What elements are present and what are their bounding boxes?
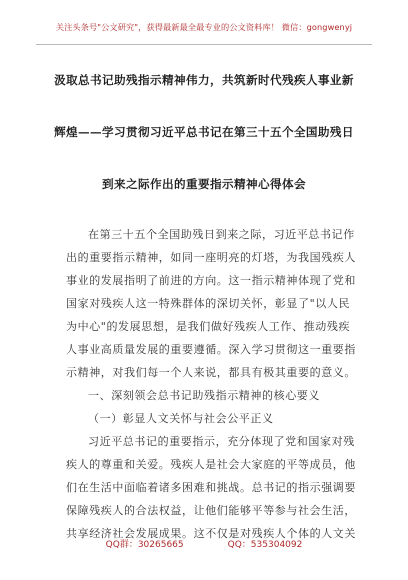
- footer-qq-group: QQ群：30265665: [105, 540, 184, 550]
- body-line: 们在生活中面临着诸多困难和挑战。总书记的指示强调要: [66, 481, 356, 494]
- footer-qq: QQ：535304092: [227, 540, 303, 550]
- header-divider: [36, 44, 372, 45]
- body-line: 出的重要指示精神，如同一座明亮的灯塔，为我国残疾人: [66, 251, 356, 264]
- body-line: 示精神，对我们每一个人来说，都具有极其重要的意义。: [66, 366, 356, 379]
- body-line: 为中心"的发展思想，是我们做好残疾人工作、推动残疾: [66, 320, 351, 333]
- body-line: 事业的发展指明了前进的方向。这一指示精神体现了党和: [66, 274, 356, 287]
- body-line: 保障残疾人的合法权益，让他们能够平等参与社会生活，: [66, 504, 356, 517]
- body-line: 人事业高质量发展的重要遵循。深入学习贯彻这一重要指: [66, 343, 356, 356]
- body-line: 习近平总书记的重要指示，充分体现了党和国家对残: [88, 435, 355, 448]
- header-note: 关注头条号"公文研究"，获得最新最全最专业的公文资料库！ 微信：gongwenyj: [55, 22, 353, 32]
- body-line: 共享经济社会发展成果。这不仅是对残疾人个体的人文关: [66, 527, 356, 540]
- footer-contact: [0, 537, 408, 550]
- body-line: 疾人的尊重和关爱。残疾人是社会大家庭的平等成员，他: [66, 458, 356, 471]
- document-title-line-2: 辉煌——学习贯彻习近平总书记在第三十五个全国助残日: [54, 125, 354, 139]
- body-line: 在第三十五个全国助残日到来之际，习近平总书记作: [88, 228, 355, 241]
- section-heading: 一、深刻领会总书记助残指示精神的核心要义: [88, 389, 320, 402]
- subsection-heading: （一）彰显人文关怀与社会公平正义: [88, 412, 274, 425]
- document-title-line-3: 到来之际作出的重要指示精神心得体会: [102, 177, 306, 191]
- body-line: 国家对残疾人这一特殊群体的深切关怀，彰显了"以人民: [66, 297, 351, 310]
- document-title-line-1: 汲取总书记助残指示精神伟力，共筑新时代残疾人事业新: [54, 73, 354, 87]
